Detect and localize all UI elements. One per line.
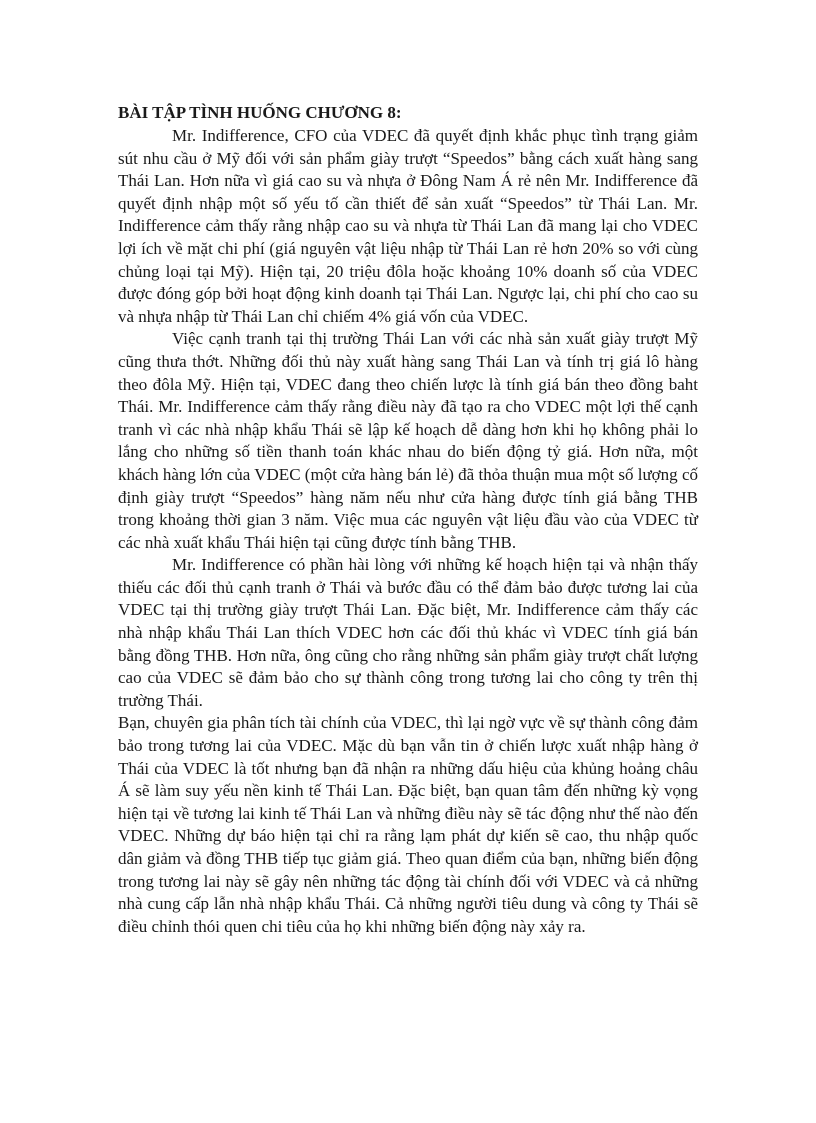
paragraph-2: Việc cạnh tranh tại thị trường Thái Lan với các nhà sản xuất giày trượt Mỹ cũng thưa thớt. Những đối thủ này xuất hàng sang Thái Lan và tính trị giá lô hàng theo đôla Mỹ. Hiện tại, VDEC đang theo chiến lược là tính giá bán theo đồng baht Thái. Mr. Indifference cảm thấy rằng điều này đã tạo ra cho VDEC một lợi thế cạnh tranh vì các nhà nhập khẩu Thái sẽ lập kế hoạch dễ dàng hơn khi họ không phải lo lắng cho những số tiền thanh toán khác nhau do biến động tỷ giá. Hơn nữa, một khách hàng lớn của VDEC (một cửa hàng bán lẻ) đã thỏa thuận mua một số lượng cố định giày trượt “Speedos” hàng năm nếu như cửa hàng được tính giá bằng THB trong khoảng thời gian 3 năm. Việc mua các nguyên vật liệu đầu vào của VDEC từ các nhà xuất khẩu Thái hiện tại cũng được tính bằng THB. xyxy=(118,329,698,552)
paragraph-3: Mr. Indifference có phần hài lòng với những kế hoạch hiện tại và nhận thấy thiếu các đối thủ cạnh tranh ở Thái và bước đầu có thể đảm bảo được tương lai của VDEC tại thị trường giày trượt Thái Lan. Đặc biệt, Mr. Indifference cảm thấy các nhà nhập khẩu Thái Lan thích VDEC hơn các đối thủ khác vì VDEC tính giá bán bằng đồng THB. Hơn nữa, ông cũng cho rằng những sản phẩm giày trượt chất lượng cao của VDEC sẽ đảm bảo cho sự thành công trong tương lai cho công ty trên thị trường Thái. xyxy=(118,555,698,710)
paragraph-4: Bạn, chuyên gia phân tích tài chính của VDEC, thì lại ngờ vực về sự thành công đảm bảo trong tương lai của VDEC. Mặc dù bạn vẫn tin ở chiến lược xuất nhập hàng ở Thái của VDEC là tốt nhưng bạn đã nhận ra những dấu hiệu của khủng hoảng châu Á sẽ làm suy yếu nền kinh tế Thái Lan. Đặc biệt, bạn quan tâm đến những kỳ vọng hiện tại về tương lai kinh tế Thái Lan và những điều này sẽ tác động như thế nào đến VDEC. Những dự báo hiện tại chỉ ra rằng lạm phát dự kiến sẽ cao, thu nhập quốc dân giảm và đồng THB tiếp tục giảm giá. Theo quan điểm của bạn, những biến động trong tương lai này sẽ gây nên những tác động tài chính đối với VDEC và cả những nhà cung cấp lẫn nhà nhập khẩu Thái. Cả những người tiêu dung và công ty Thái sẽ điều chỉnh thói quen chi tiêu của họ khi những biến động này xảy ra. xyxy=(118,713,698,936)
document-page xyxy=(118,101,698,938)
page-title: BÀI TẬP TÌNH HUỐNG CHƯƠNG 8: xyxy=(118,103,402,122)
paragraph-1: Mr. Indifference, CFO của VDEC đã quyết định khắc phục tình trạng giảm sút nhu cầu ở Mỹ đối với sản phẩm giày trượt “Speedos” bằng cách xuất hàng sang Thái Lan. Hơn nữa vì giá cao su và nhựa ở Đông Nam Á rẻ nên Mr. Indifference đã quyết định nhập một số yếu tố cần thiết để sản xuất “Speedos” từ Thái Lan. Mr. Indifference cảm thấy rằng nhập cao su và nhựa từ Thái Lan đã mang lại cho VDEC lợi ích về mặt chi phí (giá nguyên vật liệu nhập từ Thái Lan rẻ hơn 20% so với cùng chủng loại tại Mỹ). Hiện tại, 20 triệu đôla hoặc khoảng 10% doanh số của VDEC được đóng góp bởi hoạt động kinh doanh tại Thái Lan. Ngược lại, chi phí cho cao su và nhựa nhập từ Thái Lan chỉ chiếm 4% giá vốn của VDEC. xyxy=(118,126,698,326)
